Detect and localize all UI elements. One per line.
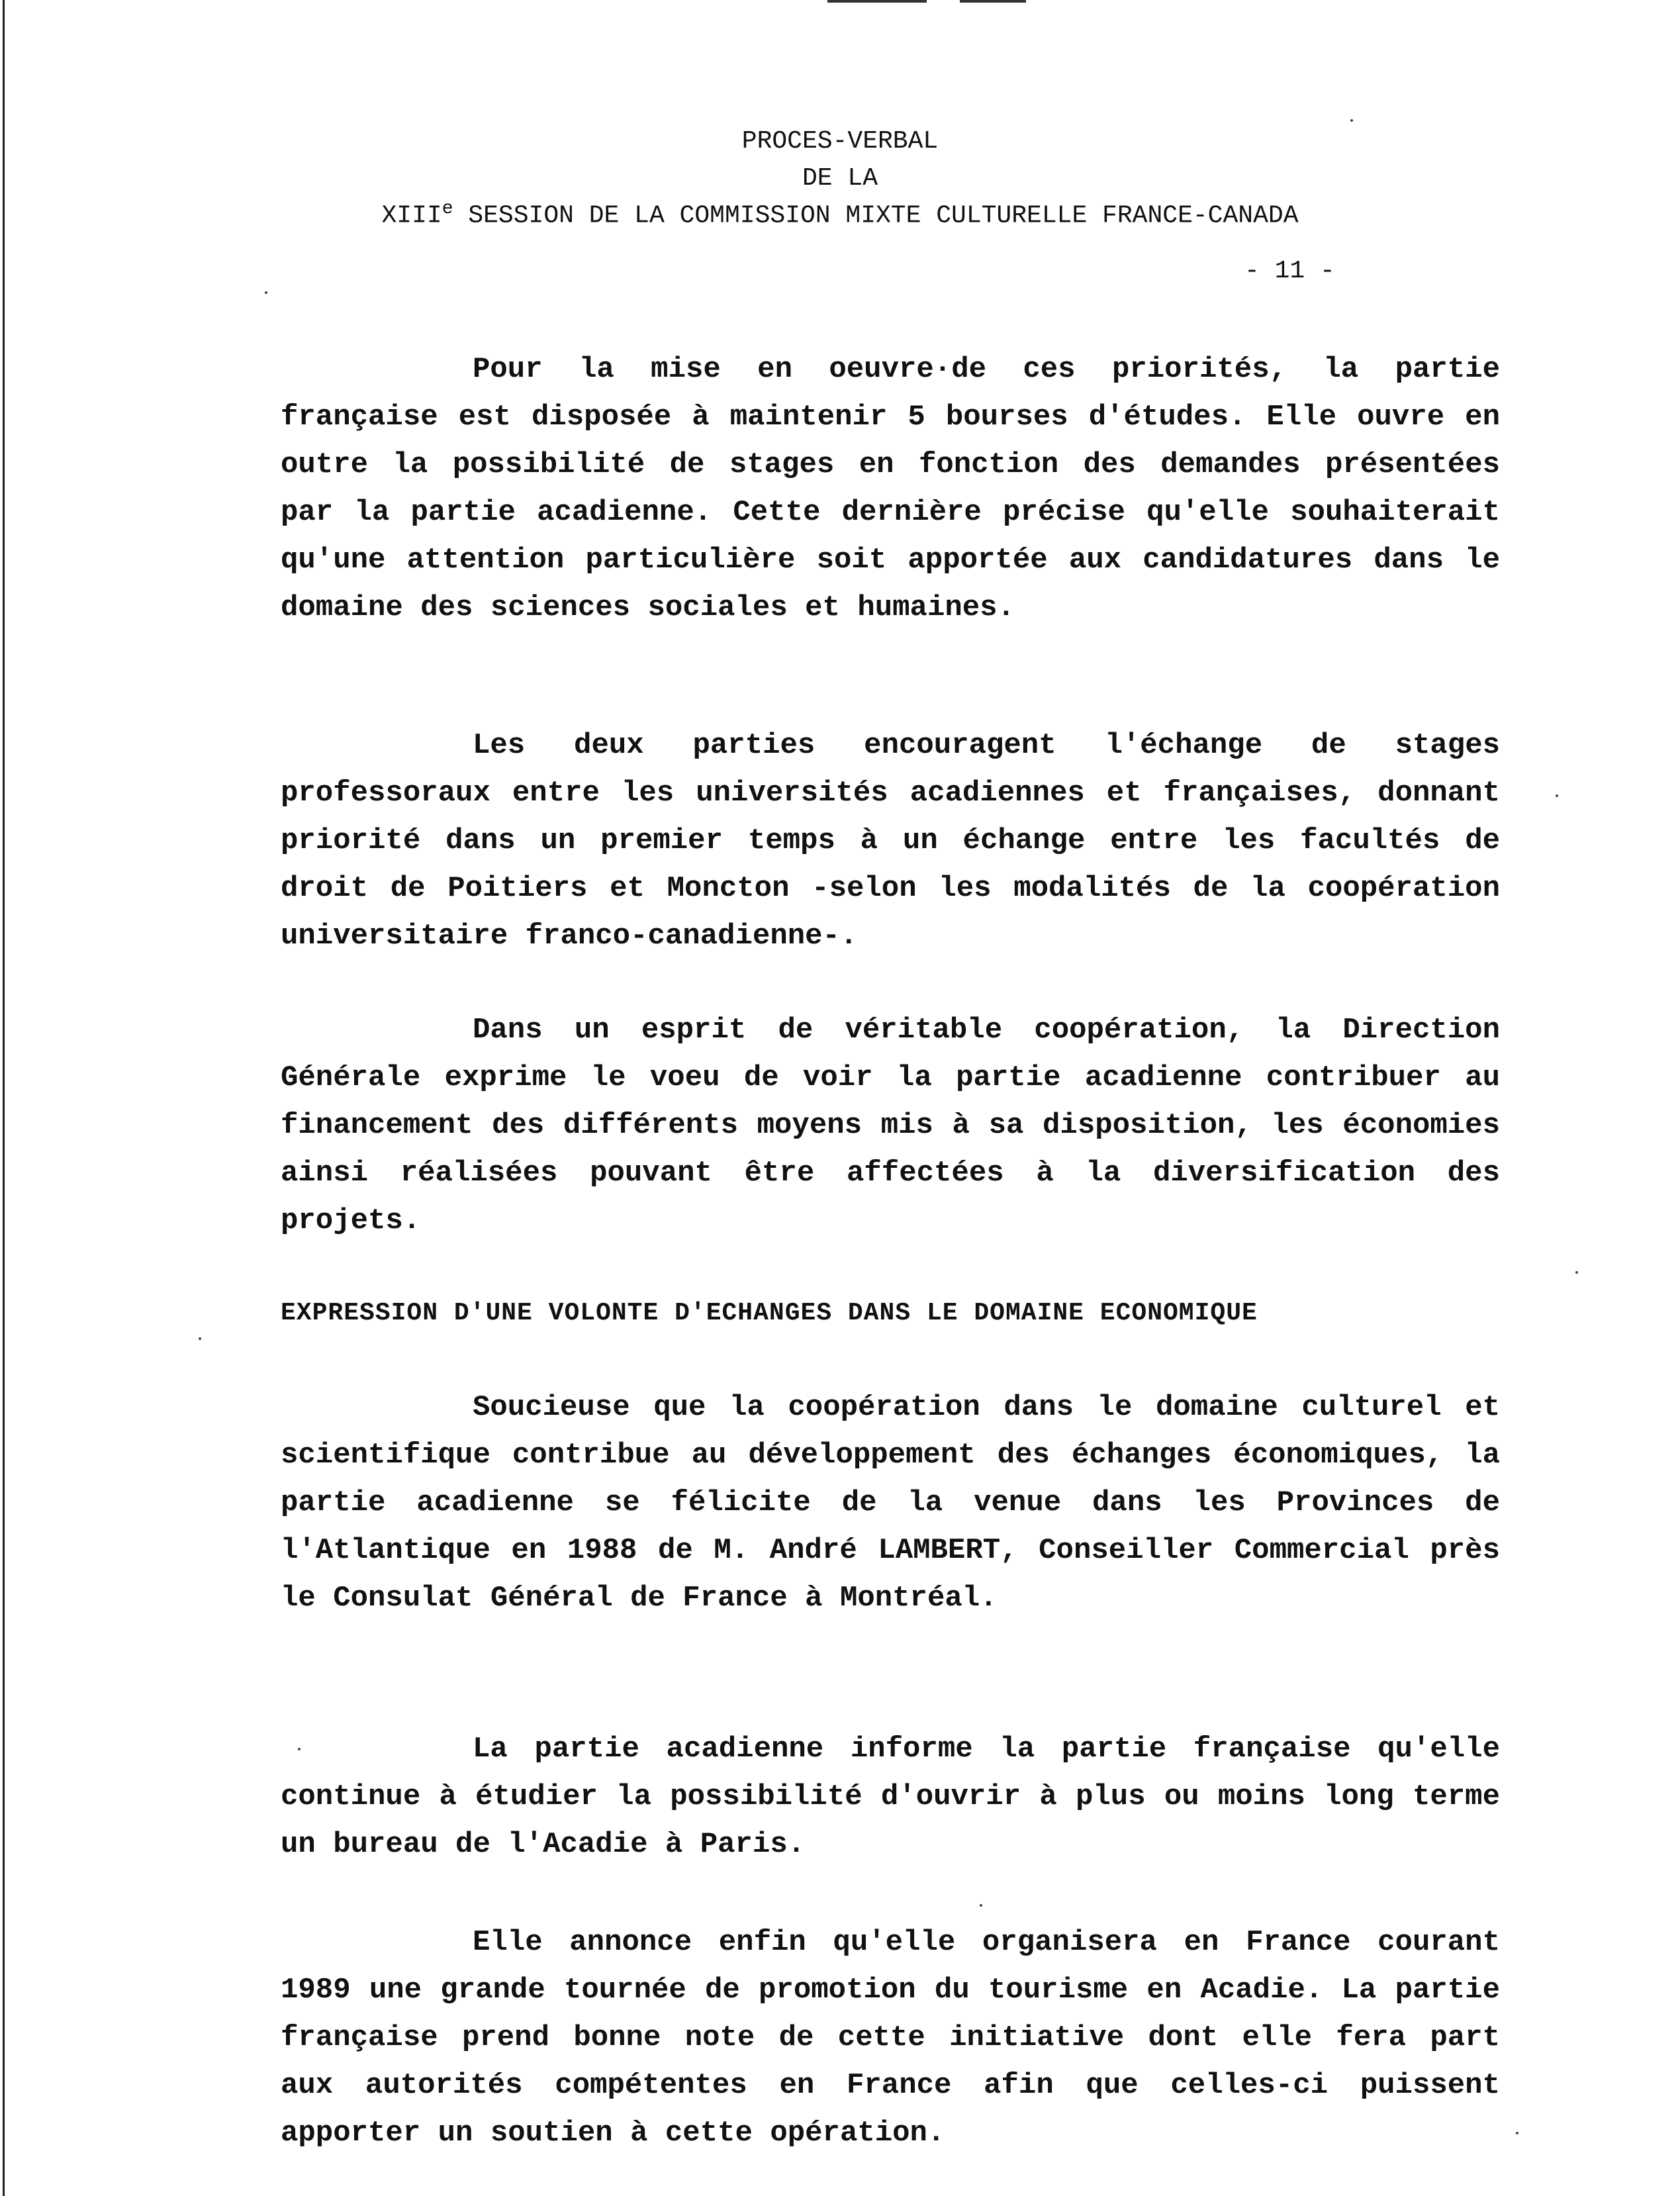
document-subtitle: DE LA	[802, 164, 878, 193]
paragraph-text: Pour la mise en oeuvre·de ces priorités, la partie française est disposée à maintenir 5 bourses d'études. Elle ouvre en outre la possibilité de stages en fonction des demandes présentées par la partie acadienne. Cette dernière précise qu'elle souhaiterait qu'une attention particulière soit apportée aux candidatures dans le domaine des sciences sociales et humaines.	[281, 353, 1500, 624]
paragraph-paris-office	[281, 1725, 1500, 1868]
page-number: - 11 -	[1244, 257, 1335, 285]
paragraph-text: Dans un esprit de véritable coopération, la Direction Générale exprime le voeu de voir la partie acadienne contribuer au financement des différents moyens mis à sa disposition, les économies ainsi réalisées pouvant être affectées à la diversification des projets.	[281, 1014, 1500, 1237]
scan-speck	[199, 1337, 201, 1340]
paragraph-tourism-promotion	[281, 1919, 1500, 2157]
section-heading: EXPRESSION D'UNE VOLONTE D'ECHANGES DANS LE DOMAINE ECONOMIQUE	[281, 1299, 1258, 1327]
session-title	[0, 199, 1680, 230]
scan-speck	[265, 291, 267, 294]
scan-speck	[298, 1748, 301, 1750]
paragraph-text: Soucieuse que la coopération dans le domaine culturel et scientifique contribue au développement des échanges économiques, la partie acadienne se félicite de la venue dans les Provinces de l'Atlantique en 1988 de M. André LAMBERT, Conseiller Commercial près le Consulat Général de France à Montréal.	[281, 1391, 1500, 1615]
page-edge-rule	[3, 0, 5, 2196]
session-title-text: SESSION DE LA COMMISSION MIXTE CULTURELLE FRANCE-CANADA	[453, 201, 1299, 230]
document-title: PROCES-VERBAL	[741, 127, 939, 156]
scan-mark	[827, 0, 927, 3]
scan-speck	[1350, 119, 1353, 122]
scan-speck	[1516, 2132, 1518, 2134]
paragraph-text: La partie acadienne informe la partie française qu'elle continue à étudier la possibilité d'ouvrir à plus ou moins long terme un bureau de l'Acadie à Paris.	[281, 1733, 1500, 1861]
session-superscript: e	[442, 199, 453, 219]
scan-speck	[1575, 1271, 1578, 1274]
paragraph-economic-cooperation	[281, 1384, 1500, 1622]
scan-mark	[960, 0, 1026, 3]
paragraph-text: Les deux parties encouragent l'échange de stages professoraux entre les universités acadiennes et françaises, donnant priorité dans un premier temps à un échange entre les facultés de droit de Poitiers et Moncton -selon les modalités de la coopération universitaire franco-canadienne-.	[281, 729, 1500, 953]
paragraph-text: Elle annonce enfin qu'elle organisera en France courant 1989 une grande tournée de promotion du tourisme en Acadie. La partie française prend bonne note de cette initiative dont elle fera part aux autorités compétentes en France afin que celles-ci puissent apporter un soutien à cette opération.	[281, 1926, 1500, 2150]
scan-speck	[1556, 794, 1558, 797]
scan-speck	[980, 1904, 982, 1907]
paragraph-scholarships	[281, 346, 1500, 632]
session-numeral: XIII	[381, 201, 442, 230]
paragraph-faculty-exchange	[281, 722, 1500, 960]
paragraph-funding	[281, 1006, 1500, 1245]
